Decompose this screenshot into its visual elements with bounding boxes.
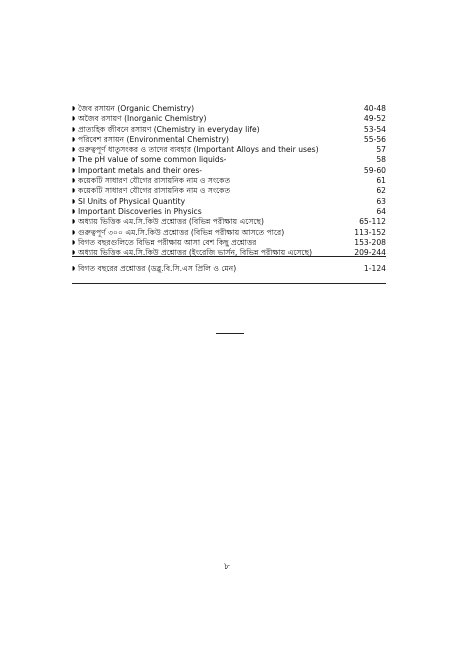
toc-row[interactable] — [72, 264, 386, 274]
toc-title: অধ্যায় ভিত্তিক এম.সি.কিউ প্রশ্নোত্তর (ইংরেজি ভার্সন, বিভিন্ন পরীক্ষায় এসেছে) — [78, 248, 313, 258]
bullet-icon: ◗ — [72, 207, 76, 215]
toc-pages: 63 — [376, 196, 386, 206]
bullet-icon: ◗ — [72, 177, 76, 185]
toc-title: পরিবেশ রসায়ন (Environmental Chemistry) — [78, 134, 229, 144]
toc-row[interactable] — [72, 155, 386, 165]
bullet-icon: ◗ — [72, 146, 76, 154]
toc-title: গুরুত্বপূর্ণ ৩০০ এম.সি.কিউ প্রশ্নোত্তর (বিভিন্ন পরীক্ষায় আসতে পারে) — [78, 227, 285, 237]
previous-years-section — [72, 264, 386, 274]
toc-row[interactable] — [72, 145, 386, 155]
toc-pages: 59-60 — [363, 165, 386, 175]
toc-pages: 58 — [376, 155, 386, 165]
toc-pages: 53-54 — [363, 124, 386, 134]
bullet-icon: ◗ — [72, 197, 76, 205]
bullet-icon: ◗ — [72, 135, 76, 143]
toc-title: Important metals and their ores- — [78, 165, 203, 175]
toc-row[interactable] — [72, 197, 386, 207]
toc-pages: 1-124 — [363, 264, 386, 273]
bullet-icon: ◗ — [72, 105, 76, 112]
toc-title: বিগত বছরের প্রশ্নোত্তর (ডব্লু.বি.সি.এস প্রিলি ও মেন) — [78, 264, 237, 273]
toc-row[interactable] — [72, 176, 386, 186]
page-number: ৮ — [224, 562, 230, 572]
toc-title: অধ্যায় ভিত্তিক এম.সি.কিউ প্রশ্নোত্তর (বিভিন্ন পরীক্ষায় এসেছে) — [78, 217, 264, 227]
toc-pages: 49-52 — [363, 114, 386, 124]
section-divider — [72, 256, 386, 257]
toc-pages: 113-152 — [354, 227, 386, 237]
toc-title: The pH value of some common liquids- — [78, 155, 227, 165]
bullet-icon: ◗ — [72, 166, 76, 174]
toc-title: কয়েকটি সাধারণ যৌগের রাসায়নিক নাম ও সংকেত — [78, 176, 231, 186]
toc-row[interactable] — [72, 228, 386, 238]
toc-row[interactable] — [72, 238, 386, 248]
toc-title: গুরুত্বপূর্ণ ধাতুসংকর ও তাদের ব্যবহার (Important Alloys and their uses) — [78, 145, 319, 155]
toc-row[interactable] — [72, 186, 386, 196]
toc-pages: 55-56 — [363, 134, 386, 144]
toc-row[interactable] — [72, 114, 386, 124]
toc-title: Important Discoveries in Physics — [78, 206, 202, 216]
bullet-icon: ◗ — [72, 156, 76, 164]
toc-row[interactable] — [72, 217, 386, 227]
bullet-icon: ◗ — [72, 228, 76, 236]
toc-title: অজৈব রসায়ণ (Inorganic Chemistry) — [78, 114, 207, 124]
bullet-icon: ◗ — [72, 218, 76, 226]
toc-pages: 40-48 — [363, 104, 386, 113]
toc-title: SI Units of Physical Quantity — [78, 196, 186, 206]
toc-row[interactable] — [72, 104, 386, 114]
toc-pages: 153-208 — [354, 237, 386, 247]
toc-pages: 209-244 — [354, 248, 386, 258]
bullet-icon: ◗ — [72, 125, 76, 133]
toc-pages: 65-112 — [359, 217, 386, 227]
bullet-icon: ◗ — [72, 238, 76, 246]
toc-title: কয়েকটি সাধারণ যৌগের রাসায়নিক নাম ও সংকেত — [78, 186, 231, 196]
toc-row[interactable] — [72, 166, 386, 176]
bullet-icon: ◗ — [72, 265, 76, 272]
toc-pages: 62 — [376, 186, 386, 196]
bullet-icon: ◗ — [72, 249, 76, 257]
toc-row[interactable] — [72, 135, 386, 145]
toc-pages: 57 — [376, 145, 386, 155]
toc-row[interactable] — [72, 125, 386, 135]
section-divider — [72, 283, 386, 284]
toc-pages: 61 — [376, 176, 386, 186]
end-rule — [216, 333, 244, 334]
table-of-contents — [72, 104, 386, 258]
toc-title: বিগত বছরগুলিতে বিভিন্ন পরীক্ষায় আসা বেশ কিছু প্রশ্নোত্তর — [78, 237, 257, 247]
bullet-icon: ◗ — [72, 187, 76, 195]
bullet-icon: ◗ — [72, 115, 76, 123]
toc-row[interactable] — [72, 207, 386, 217]
toc-title: প্রাত্যহিক জীবনে রসায়ণ (Chemistry in everyday life) — [78, 124, 260, 134]
toc-title: জৈব রসায়ন (Organic Chemistry) — [78, 104, 195, 113]
toc-pages: 64 — [376, 206, 386, 216]
